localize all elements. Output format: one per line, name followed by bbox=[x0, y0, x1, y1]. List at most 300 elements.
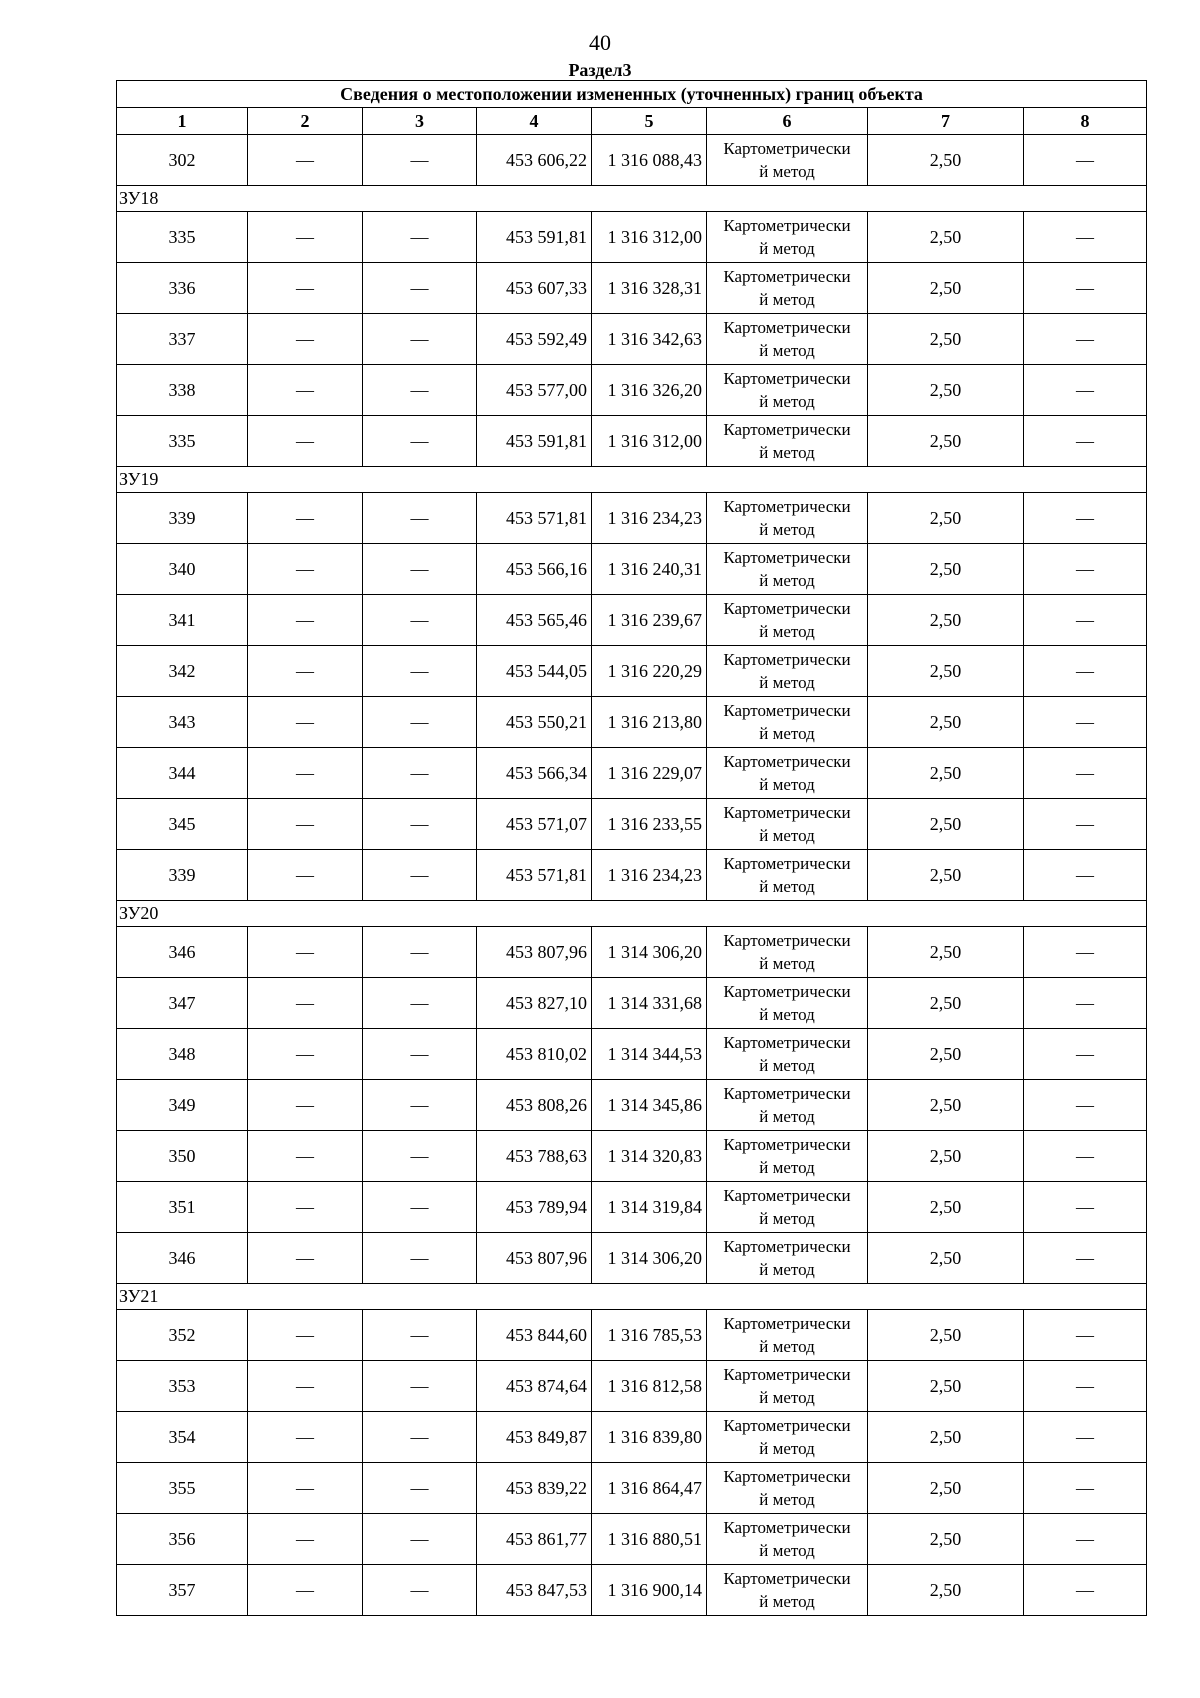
y-coordinate-cell: 1 314 344,53 bbox=[592, 1029, 707, 1080]
dash-cell: — bbox=[248, 697, 363, 748]
method-line-1: Картометрически bbox=[723, 1186, 851, 1205]
point-number-cell: 340 bbox=[117, 544, 248, 595]
column-header: 3 bbox=[363, 108, 477, 135]
x-coordinate-cell: 453 571,07 bbox=[477, 799, 592, 850]
dash-cell: — bbox=[363, 1182, 477, 1233]
method-line-2: й метод bbox=[759, 954, 815, 973]
x-coordinate-cell: 453 788,63 bbox=[477, 1131, 592, 1182]
method-line-1: Картометрически bbox=[723, 1365, 851, 1384]
dash-cell: — bbox=[1024, 595, 1147, 646]
dash-cell: — bbox=[248, 1361, 363, 1412]
dash-cell: — bbox=[1024, 850, 1147, 901]
point-number-cell: 336 bbox=[117, 263, 248, 314]
method-line-2: й метод bbox=[759, 1158, 815, 1177]
accuracy-cell: 2,50 bbox=[868, 1029, 1024, 1080]
method-line-1: Картометрически bbox=[723, 1084, 851, 1103]
dash-cell: — bbox=[363, 697, 477, 748]
group-row bbox=[117, 186, 1147, 212]
table-row bbox=[117, 978, 1147, 1029]
y-coordinate-cell: 1 316 220,29 bbox=[592, 646, 707, 697]
x-coordinate-cell: 453 849,87 bbox=[477, 1412, 592, 1463]
method-line-1: Картометрически bbox=[723, 139, 851, 158]
accuracy-cell: 2,50 bbox=[868, 1080, 1024, 1131]
dash-cell: — bbox=[248, 493, 363, 544]
accuracy-cell: 2,50 bbox=[868, 365, 1024, 416]
y-coordinate-cell: 1 316 326,20 bbox=[592, 365, 707, 416]
method-cell bbox=[707, 493, 868, 544]
dash-cell: — bbox=[1024, 365, 1147, 416]
dash-cell: — bbox=[363, 1412, 477, 1463]
dash-cell: — bbox=[1024, 1361, 1147, 1412]
table-row bbox=[117, 850, 1147, 901]
table-row bbox=[117, 646, 1147, 697]
point-number-cell: 345 bbox=[117, 799, 248, 850]
method-cell bbox=[707, 1361, 868, 1412]
x-coordinate-cell: 453 807,96 bbox=[477, 927, 592, 978]
y-coordinate-cell: 1 314 306,20 bbox=[592, 1233, 707, 1284]
method-line-1: Картометрически bbox=[723, 982, 851, 1001]
accuracy-cell: 2,50 bbox=[868, 978, 1024, 1029]
x-coordinate-cell: 453 607,33 bbox=[477, 263, 592, 314]
dash-cell: — bbox=[1024, 1029, 1147, 1080]
dash-cell: — bbox=[1024, 1310, 1147, 1361]
point-number-cell: 342 bbox=[117, 646, 248, 697]
group-label: ЗУ19 bbox=[117, 467, 1147, 493]
x-coordinate-cell: 453 550,21 bbox=[477, 697, 592, 748]
dash-cell: — bbox=[363, 799, 477, 850]
method-line-2: й метод bbox=[759, 1005, 815, 1024]
x-coordinate-cell: 453 789,94 bbox=[477, 1182, 592, 1233]
y-coordinate-cell: 1 316 812,58 bbox=[592, 1361, 707, 1412]
dash-cell: — bbox=[363, 1565, 477, 1616]
point-number-cell: 347 bbox=[117, 978, 248, 1029]
method-line-1: Картометрически bbox=[723, 1135, 851, 1154]
method-line-1: Картометрически bbox=[723, 497, 851, 516]
point-number-cell: 346 bbox=[117, 1233, 248, 1284]
method-line-2: й метод bbox=[759, 571, 815, 590]
method-line-2: й метод bbox=[759, 290, 815, 309]
y-coordinate-cell: 1 316 234,23 bbox=[592, 850, 707, 901]
dash-cell: — bbox=[1024, 416, 1147, 467]
method-line-1: Картометрически bbox=[723, 650, 851, 669]
dash-cell: — bbox=[248, 850, 363, 901]
table-body bbox=[117, 135, 1147, 1616]
accuracy-cell: 2,50 bbox=[868, 544, 1024, 595]
column-header-row bbox=[117, 108, 1147, 135]
point-number-cell: 335 bbox=[117, 416, 248, 467]
column-header: 7 bbox=[868, 108, 1024, 135]
table-row bbox=[117, 595, 1147, 646]
dash-cell: — bbox=[363, 1131, 477, 1182]
x-coordinate-cell: 453 861,77 bbox=[477, 1514, 592, 1565]
accuracy-cell: 2,50 bbox=[868, 1565, 1024, 1616]
method-cell bbox=[707, 748, 868, 799]
method-cell bbox=[707, 697, 868, 748]
y-coordinate-cell: 1 316 088,43 bbox=[592, 135, 707, 186]
method-line-1: Картометрически bbox=[723, 216, 851, 235]
x-coordinate-cell: 453 591,81 bbox=[477, 416, 592, 467]
table-row bbox=[117, 1412, 1147, 1463]
accuracy-cell: 2,50 bbox=[868, 1131, 1024, 1182]
point-number-cell: 339 bbox=[117, 850, 248, 901]
dash-cell: — bbox=[1024, 799, 1147, 850]
dash-cell: — bbox=[363, 1233, 477, 1284]
y-coordinate-cell: 1 314 345,86 bbox=[592, 1080, 707, 1131]
method-cell bbox=[707, 1463, 868, 1514]
method-line-2: й метод bbox=[759, 1209, 815, 1228]
method-line-2: й метод bbox=[759, 1107, 815, 1126]
dash-cell: — bbox=[1024, 1080, 1147, 1131]
accuracy-cell: 2,50 bbox=[868, 850, 1024, 901]
accuracy-cell: 2,50 bbox=[868, 1182, 1024, 1233]
point-number-cell: 352 bbox=[117, 1310, 248, 1361]
x-coordinate-cell: 453 565,46 bbox=[477, 595, 592, 646]
dash-cell: — bbox=[248, 1131, 363, 1182]
method-line-1: Картометрически bbox=[723, 420, 851, 439]
dash-cell: — bbox=[1024, 1565, 1147, 1616]
dash-cell: — bbox=[363, 1514, 477, 1565]
table-row bbox=[117, 263, 1147, 314]
method-cell bbox=[707, 1233, 868, 1284]
method-cell bbox=[707, 314, 868, 365]
dash-cell: — bbox=[248, 544, 363, 595]
y-coordinate-cell: 1 314 319,84 bbox=[592, 1182, 707, 1233]
group-row bbox=[117, 1284, 1147, 1310]
y-coordinate-cell: 1 316 785,53 bbox=[592, 1310, 707, 1361]
method-line-2: й метод bbox=[759, 826, 815, 845]
dash-cell: — bbox=[363, 263, 477, 314]
column-header: 4 bbox=[477, 108, 592, 135]
dash-cell: — bbox=[1024, 927, 1147, 978]
dash-cell: — bbox=[363, 135, 477, 186]
table-row bbox=[117, 1131, 1147, 1182]
dash-cell: — bbox=[248, 1565, 363, 1616]
accuracy-cell: 2,50 bbox=[868, 1310, 1024, 1361]
dash-cell: — bbox=[363, 1463, 477, 1514]
x-coordinate-cell: 453 606,22 bbox=[477, 135, 592, 186]
dash-cell: — bbox=[248, 135, 363, 186]
method-line-1: Картометрически bbox=[723, 267, 851, 286]
method-cell bbox=[707, 927, 868, 978]
method-line-1: Картометрически bbox=[723, 1033, 851, 1052]
point-number-cell: 335 bbox=[117, 212, 248, 263]
accuracy-cell: 2,50 bbox=[868, 1361, 1024, 1412]
dash-cell: — bbox=[363, 646, 477, 697]
accuracy-cell: 2,50 bbox=[868, 646, 1024, 697]
method-line-2: й метод bbox=[759, 520, 815, 539]
method-cell bbox=[707, 799, 868, 850]
x-coordinate-cell: 453 566,16 bbox=[477, 544, 592, 595]
dash-cell: — bbox=[248, 1514, 363, 1565]
method-line-2: й метод bbox=[759, 1490, 815, 1509]
x-coordinate-cell: 453 571,81 bbox=[477, 850, 592, 901]
x-coordinate-cell: 453 847,53 bbox=[477, 1565, 592, 1616]
method-cell bbox=[707, 1182, 868, 1233]
method-line-2: й метод bbox=[759, 724, 815, 743]
group-row bbox=[117, 901, 1147, 927]
method-line-2: й метод bbox=[759, 1388, 815, 1407]
table-row bbox=[117, 748, 1147, 799]
accuracy-cell: 2,50 bbox=[868, 263, 1024, 314]
dash-cell: — bbox=[363, 1029, 477, 1080]
table-row bbox=[117, 1310, 1147, 1361]
x-coordinate-cell: 453 577,00 bbox=[477, 365, 592, 416]
y-coordinate-cell: 1 316 880,51 bbox=[592, 1514, 707, 1565]
x-coordinate-cell: 453 566,34 bbox=[477, 748, 592, 799]
accuracy-cell: 2,50 bbox=[868, 697, 1024, 748]
dash-cell: — bbox=[363, 1080, 477, 1131]
method-line-2: й метод bbox=[759, 162, 815, 181]
x-coordinate-cell: 453 827,10 bbox=[477, 978, 592, 1029]
method-line-2: й метод bbox=[759, 1337, 815, 1356]
table-row bbox=[117, 314, 1147, 365]
accuracy-cell: 2,50 bbox=[868, 1463, 1024, 1514]
method-line-1: Картометрически bbox=[723, 931, 851, 950]
point-number-cell: 337 bbox=[117, 314, 248, 365]
method-cell bbox=[707, 978, 868, 1029]
boundary-points-table bbox=[116, 80, 1147, 1616]
y-coordinate-cell: 1 316 839,80 bbox=[592, 1412, 707, 1463]
dash-cell: — bbox=[248, 263, 363, 314]
method-line-1: Картометрически bbox=[723, 803, 851, 822]
method-cell bbox=[707, 1310, 868, 1361]
dash-cell: — bbox=[248, 1182, 363, 1233]
table-row bbox=[117, 1514, 1147, 1565]
table-row bbox=[117, 697, 1147, 748]
point-number-cell: 348 bbox=[117, 1029, 248, 1080]
method-line-2: й метод bbox=[759, 392, 815, 411]
point-number-cell: 354 bbox=[117, 1412, 248, 1463]
method-line-2: й метод bbox=[759, 673, 815, 692]
method-cell bbox=[707, 1131, 868, 1182]
dash-cell: — bbox=[248, 978, 363, 1029]
dash-cell: — bbox=[248, 1310, 363, 1361]
y-coordinate-cell: 1 316 328,31 bbox=[592, 263, 707, 314]
table-row bbox=[117, 1361, 1147, 1412]
x-coordinate-cell: 453 839,22 bbox=[477, 1463, 592, 1514]
y-coordinate-cell: 1 316 312,00 bbox=[592, 416, 707, 467]
dash-cell: — bbox=[363, 1361, 477, 1412]
dash-cell: — bbox=[1024, 646, 1147, 697]
accuracy-cell: 2,50 bbox=[868, 748, 1024, 799]
accuracy-cell: 2,50 bbox=[868, 799, 1024, 850]
dash-cell: — bbox=[363, 927, 477, 978]
table-row bbox=[117, 1029, 1147, 1080]
method-cell bbox=[707, 646, 868, 697]
dash-cell: — bbox=[248, 416, 363, 467]
dash-cell: — bbox=[363, 978, 477, 1029]
method-cell bbox=[707, 1412, 868, 1463]
point-number-cell: 349 bbox=[117, 1080, 248, 1131]
dash-cell: — bbox=[1024, 314, 1147, 365]
accuracy-cell: 2,50 bbox=[868, 1412, 1024, 1463]
method-cell bbox=[707, 544, 868, 595]
dash-cell: — bbox=[1024, 1463, 1147, 1514]
table-row bbox=[117, 365, 1147, 416]
dash-cell: — bbox=[248, 646, 363, 697]
method-line-1: Картометрически bbox=[723, 854, 851, 873]
x-coordinate-cell: 453 592,49 bbox=[477, 314, 592, 365]
dash-cell: — bbox=[1024, 1131, 1147, 1182]
method-cell bbox=[707, 212, 868, 263]
point-number-cell: 344 bbox=[117, 748, 248, 799]
page-number: 40 bbox=[589, 30, 611, 55]
table-row bbox=[117, 1565, 1147, 1616]
dash-cell: — bbox=[363, 416, 477, 467]
column-header: 1 bbox=[117, 108, 248, 135]
method-line-2: й метод bbox=[759, 1541, 815, 1560]
dash-cell: — bbox=[248, 1233, 363, 1284]
dash-cell: — bbox=[248, 748, 363, 799]
point-number-cell: 351 bbox=[117, 1182, 248, 1233]
point-number-cell: 343 bbox=[117, 697, 248, 748]
dash-cell: — bbox=[248, 799, 363, 850]
dash-cell: — bbox=[248, 212, 363, 263]
group-row bbox=[117, 467, 1147, 493]
table-caption: Сведения о местоположении измененных (уточненных) границ объекта bbox=[117, 81, 1147, 108]
dash-cell: — bbox=[363, 1310, 477, 1361]
table-row bbox=[117, 493, 1147, 544]
dash-cell: — bbox=[1024, 493, 1147, 544]
point-number-cell: 355 bbox=[117, 1463, 248, 1514]
accuracy-cell: 2,50 bbox=[868, 595, 1024, 646]
method-line-1: Картометрически bbox=[723, 1518, 851, 1537]
dash-cell: — bbox=[363, 544, 477, 595]
group-label: ЗУ18 bbox=[117, 186, 1147, 212]
accuracy-cell: 2,50 bbox=[868, 1514, 1024, 1565]
y-coordinate-cell: 1 316 312,00 bbox=[592, 212, 707, 263]
point-number-cell: 338 bbox=[117, 365, 248, 416]
dash-cell: — bbox=[1024, 263, 1147, 314]
column-header: 6 bbox=[707, 108, 868, 135]
y-coordinate-cell: 1 314 306,20 bbox=[592, 927, 707, 978]
method-cell bbox=[707, 1080, 868, 1131]
column-header: 2 bbox=[248, 108, 363, 135]
method-cell bbox=[707, 135, 868, 186]
dash-cell: — bbox=[248, 595, 363, 646]
table-row bbox=[117, 1463, 1147, 1514]
method-cell bbox=[707, 850, 868, 901]
point-number-cell: 302 bbox=[117, 135, 248, 186]
method-line-1: Картометрически bbox=[723, 599, 851, 618]
method-line-1: Картометрически bbox=[723, 1416, 851, 1435]
dash-cell: — bbox=[248, 1029, 363, 1080]
y-coordinate-cell: 1 316 213,80 bbox=[592, 697, 707, 748]
x-coordinate-cell: 453 591,81 bbox=[477, 212, 592, 263]
point-number-cell: 350 bbox=[117, 1131, 248, 1182]
y-coordinate-cell: 1 314 331,68 bbox=[592, 978, 707, 1029]
x-coordinate-cell: 453 844,60 bbox=[477, 1310, 592, 1361]
method-line-2: й метод bbox=[759, 877, 815, 896]
table-row bbox=[117, 416, 1147, 467]
dash-cell: — bbox=[363, 314, 477, 365]
y-coordinate-cell: 1 316 229,07 bbox=[592, 748, 707, 799]
column-header: 8 bbox=[1024, 108, 1147, 135]
dash-cell: — bbox=[363, 748, 477, 799]
dash-cell: — bbox=[248, 314, 363, 365]
method-line-1: Картометрически bbox=[723, 318, 851, 337]
method-line-1: Картометрически bbox=[723, 548, 851, 567]
y-coordinate-cell: 1 316 234,23 bbox=[592, 493, 707, 544]
x-coordinate-cell: 453 544,05 bbox=[477, 646, 592, 697]
point-number-cell: 356 bbox=[117, 1514, 248, 1565]
dash-cell: — bbox=[363, 212, 477, 263]
dash-cell: — bbox=[363, 850, 477, 901]
method-line-1: Картометрически bbox=[723, 752, 851, 771]
x-coordinate-cell: 453 810,02 bbox=[477, 1029, 592, 1080]
y-coordinate-cell: 1 316 233,55 bbox=[592, 799, 707, 850]
y-coordinate-cell: 1 314 320,83 bbox=[592, 1131, 707, 1182]
table-row bbox=[117, 212, 1147, 263]
point-number-cell: 353 bbox=[117, 1361, 248, 1412]
method-line-1: Картометрически bbox=[723, 701, 851, 720]
x-coordinate-cell: 453 808,26 bbox=[477, 1080, 592, 1131]
method-cell bbox=[707, 263, 868, 314]
dash-cell: — bbox=[248, 1463, 363, 1514]
dash-cell: — bbox=[363, 595, 477, 646]
y-coordinate-cell: 1 316 240,31 bbox=[592, 544, 707, 595]
dash-cell: — bbox=[1024, 978, 1147, 1029]
method-line-2: й метод bbox=[759, 1056, 815, 1075]
dash-cell: — bbox=[248, 927, 363, 978]
method-line-2: й метод bbox=[759, 1260, 815, 1279]
y-coordinate-cell: 1 316 239,67 bbox=[592, 595, 707, 646]
accuracy-cell: 2,50 bbox=[868, 135, 1024, 186]
dash-cell: — bbox=[1024, 1182, 1147, 1233]
dash-cell: — bbox=[248, 1080, 363, 1131]
method-line-2: й метод bbox=[759, 341, 815, 360]
point-number-cell: 341 bbox=[117, 595, 248, 646]
dash-cell: — bbox=[248, 1412, 363, 1463]
dash-cell: — bbox=[1024, 697, 1147, 748]
dash-cell: — bbox=[1024, 748, 1147, 799]
method-line-2: й метод bbox=[759, 1439, 815, 1458]
dash-cell: — bbox=[1024, 544, 1147, 595]
x-coordinate-cell: 453 571,81 bbox=[477, 493, 592, 544]
method-cell bbox=[707, 1565, 868, 1616]
table-row bbox=[117, 1182, 1147, 1233]
method-line-2: й метод bbox=[759, 1592, 815, 1611]
dash-cell: — bbox=[363, 493, 477, 544]
table-row bbox=[117, 1233, 1147, 1284]
method-line-1: Картометрически bbox=[723, 369, 851, 388]
method-line-1: Картометрически bbox=[723, 1314, 851, 1333]
x-coordinate-cell: 453 807,96 bbox=[477, 1233, 592, 1284]
column-header: 5 bbox=[592, 108, 707, 135]
method-line-1: Картометрически bbox=[723, 1467, 851, 1486]
accuracy-cell: 2,50 bbox=[868, 493, 1024, 544]
accuracy-cell: 2,50 bbox=[868, 416, 1024, 467]
table-row bbox=[117, 1080, 1147, 1131]
accuracy-cell: 2,50 bbox=[868, 314, 1024, 365]
dash-cell: — bbox=[248, 365, 363, 416]
dash-cell: — bbox=[363, 365, 477, 416]
group-label: ЗУ21 bbox=[117, 1284, 1147, 1310]
method-line-1: Картометрически bbox=[723, 1237, 851, 1256]
dash-cell: — bbox=[1024, 1233, 1147, 1284]
point-number-cell: 339 bbox=[117, 493, 248, 544]
accuracy-cell: 2,50 bbox=[868, 927, 1024, 978]
method-cell bbox=[707, 595, 868, 646]
accuracy-cell: 2,50 bbox=[868, 212, 1024, 263]
table-row bbox=[117, 544, 1147, 595]
table-row bbox=[117, 135, 1147, 186]
x-coordinate-cell: 453 874,64 bbox=[477, 1361, 592, 1412]
dash-cell: — bbox=[1024, 135, 1147, 186]
method-cell bbox=[707, 365, 868, 416]
method-cell bbox=[707, 1514, 868, 1565]
method-cell bbox=[707, 1029, 868, 1080]
